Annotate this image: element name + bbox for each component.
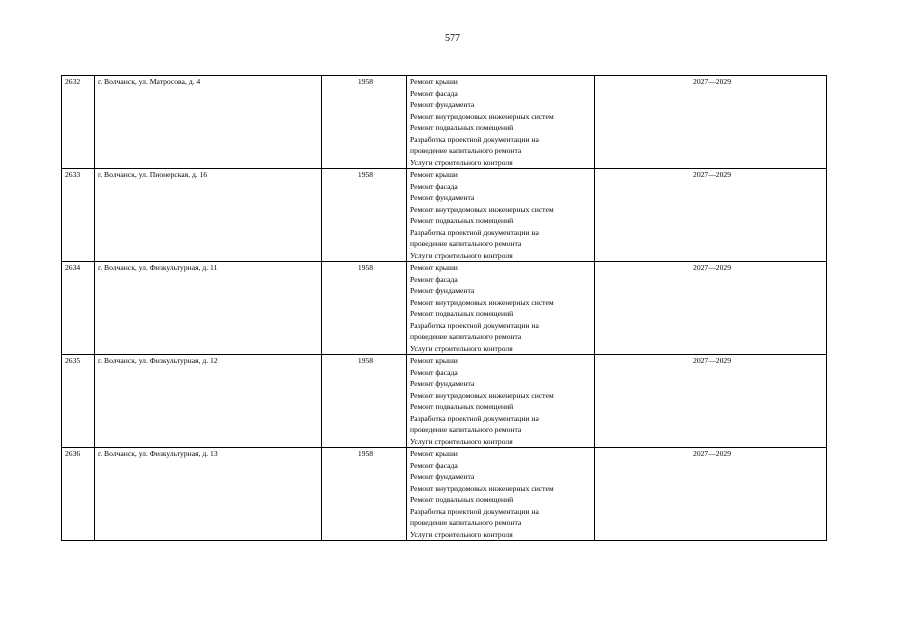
work-item: Ремонт внутридомовых инженерных систем <box>410 390 554 400</box>
work-item: Ремонт фасада <box>410 181 458 191</box>
work-item: Услуги строительного контроля <box>410 250 513 260</box>
works-list <box>407 76 595 169</box>
work-item: Ремонт подвальных помещений <box>410 216 514 225</box>
construction-year: 1958 <box>322 262 407 355</box>
works-list <box>407 169 595 262</box>
repair-period: 2027—2029 <box>595 448 827 541</box>
row-number: 2633 <box>62 169 95 262</box>
work-item: проведение капитального ремонта <box>410 332 522 341</box>
work-item: Разработка проектной документации на <box>410 506 539 516</box>
work-item: Ремонт крыши <box>410 77 458 86</box>
work-item: Ремонт крыши <box>410 263 458 272</box>
row-number: 2635 <box>62 355 95 448</box>
work-item: Ремонт крыши <box>410 170 458 179</box>
work-item: Ремонт фундамента <box>410 472 475 481</box>
work-item: Ремонт фасада <box>410 367 458 377</box>
work-item: Разработка проектной документации на <box>410 413 539 423</box>
repair-period: 2027—2029 <box>595 262 827 355</box>
row-number: 2634 <box>62 262 95 355</box>
work-item: проведение капитального ремонта <box>410 146 522 155</box>
work-item: Ремонт фундамента <box>410 286 475 295</box>
work-item: Услуги строительного контроля <box>410 436 513 446</box>
work-item: Разработка проектной документации на <box>410 227 539 237</box>
work-item: Ремонт фасада <box>410 460 458 470</box>
table-row <box>62 76 827 169</box>
work-item: Ремонт внутридомовых инженерных систем <box>410 483 554 493</box>
work-item: Ремонт внутридомовых инженерных систем <box>410 204 554 214</box>
repair-period: 2027—2029 <box>595 355 827 448</box>
work-item: Ремонт подвальных помещений <box>410 309 514 318</box>
work-item: Разработка проектной документации на <box>410 134 539 144</box>
construction-year: 1958 <box>322 355 407 448</box>
work-item: Ремонт фасада <box>410 88 458 98</box>
repair-period: 2027—2029 <box>595 76 827 169</box>
works-list <box>407 262 595 355</box>
work-item: Ремонт фундамента <box>410 100 475 109</box>
work-item: Ремонт внутридомовых инженерных систем <box>410 297 554 307</box>
work-item: проведение капитального ремонта <box>410 518 522 527</box>
building-address: г. Волчанск, ул. Матросова, д. 4 <box>95 76 322 169</box>
construction-year: 1958 <box>322 448 407 541</box>
page-number: 577 <box>445 33 460 44</box>
construction-year: 1958 <box>322 76 407 169</box>
works-list <box>407 448 595 541</box>
building-address: г. Волчанск, ул. Физкультурная, д. 11 <box>95 262 322 355</box>
work-item: Услуги строительного контроля <box>410 343 513 353</box>
work-item: проведение капитального ремонта <box>410 425 522 434</box>
row-number: 2632 <box>62 76 95 169</box>
work-item: Ремонт подвальных помещений <box>410 495 514 504</box>
table-row <box>62 355 827 448</box>
work-item: Разработка проектной документации на <box>410 320 539 330</box>
repair-period: 2027—2029 <box>595 169 827 262</box>
table-row <box>62 169 827 262</box>
work-item: Ремонт крыши <box>410 356 458 365</box>
building-address: г. Волчанск, ул. Физкультурная, д. 13 <box>95 448 322 541</box>
work-item: Услуги строительного контроля <box>410 529 513 539</box>
building-address: г. Волчанск, ул. Физкультурная, д. 12 <box>95 355 322 448</box>
repair-schedule-table <box>61 75 827 541</box>
table-row <box>62 262 827 355</box>
table-row <box>62 448 827 541</box>
work-item: Ремонт фасада <box>410 274 458 284</box>
row-number: 2636 <box>62 448 95 541</box>
work-item: Услуги строительного контроля <box>410 157 513 167</box>
work-item: Ремонт подвальных помещений <box>410 402 514 411</box>
work-item: Ремонт подвальных помещений <box>410 123 514 132</box>
works-list <box>407 355 595 448</box>
work-item: Ремонт крыши <box>410 449 458 458</box>
work-item: Ремонт фундамента <box>410 379 475 388</box>
work-item: Ремонт фундамента <box>410 193 475 202</box>
construction-year: 1958 <box>322 169 407 262</box>
work-item: Ремонт внутридомовых инженерных систем <box>410 111 554 121</box>
building-address: г. Волчанск, ул. Пионерская, д. 16 <box>95 169 322 262</box>
work-item: проведение капитального ремонта <box>410 239 522 248</box>
